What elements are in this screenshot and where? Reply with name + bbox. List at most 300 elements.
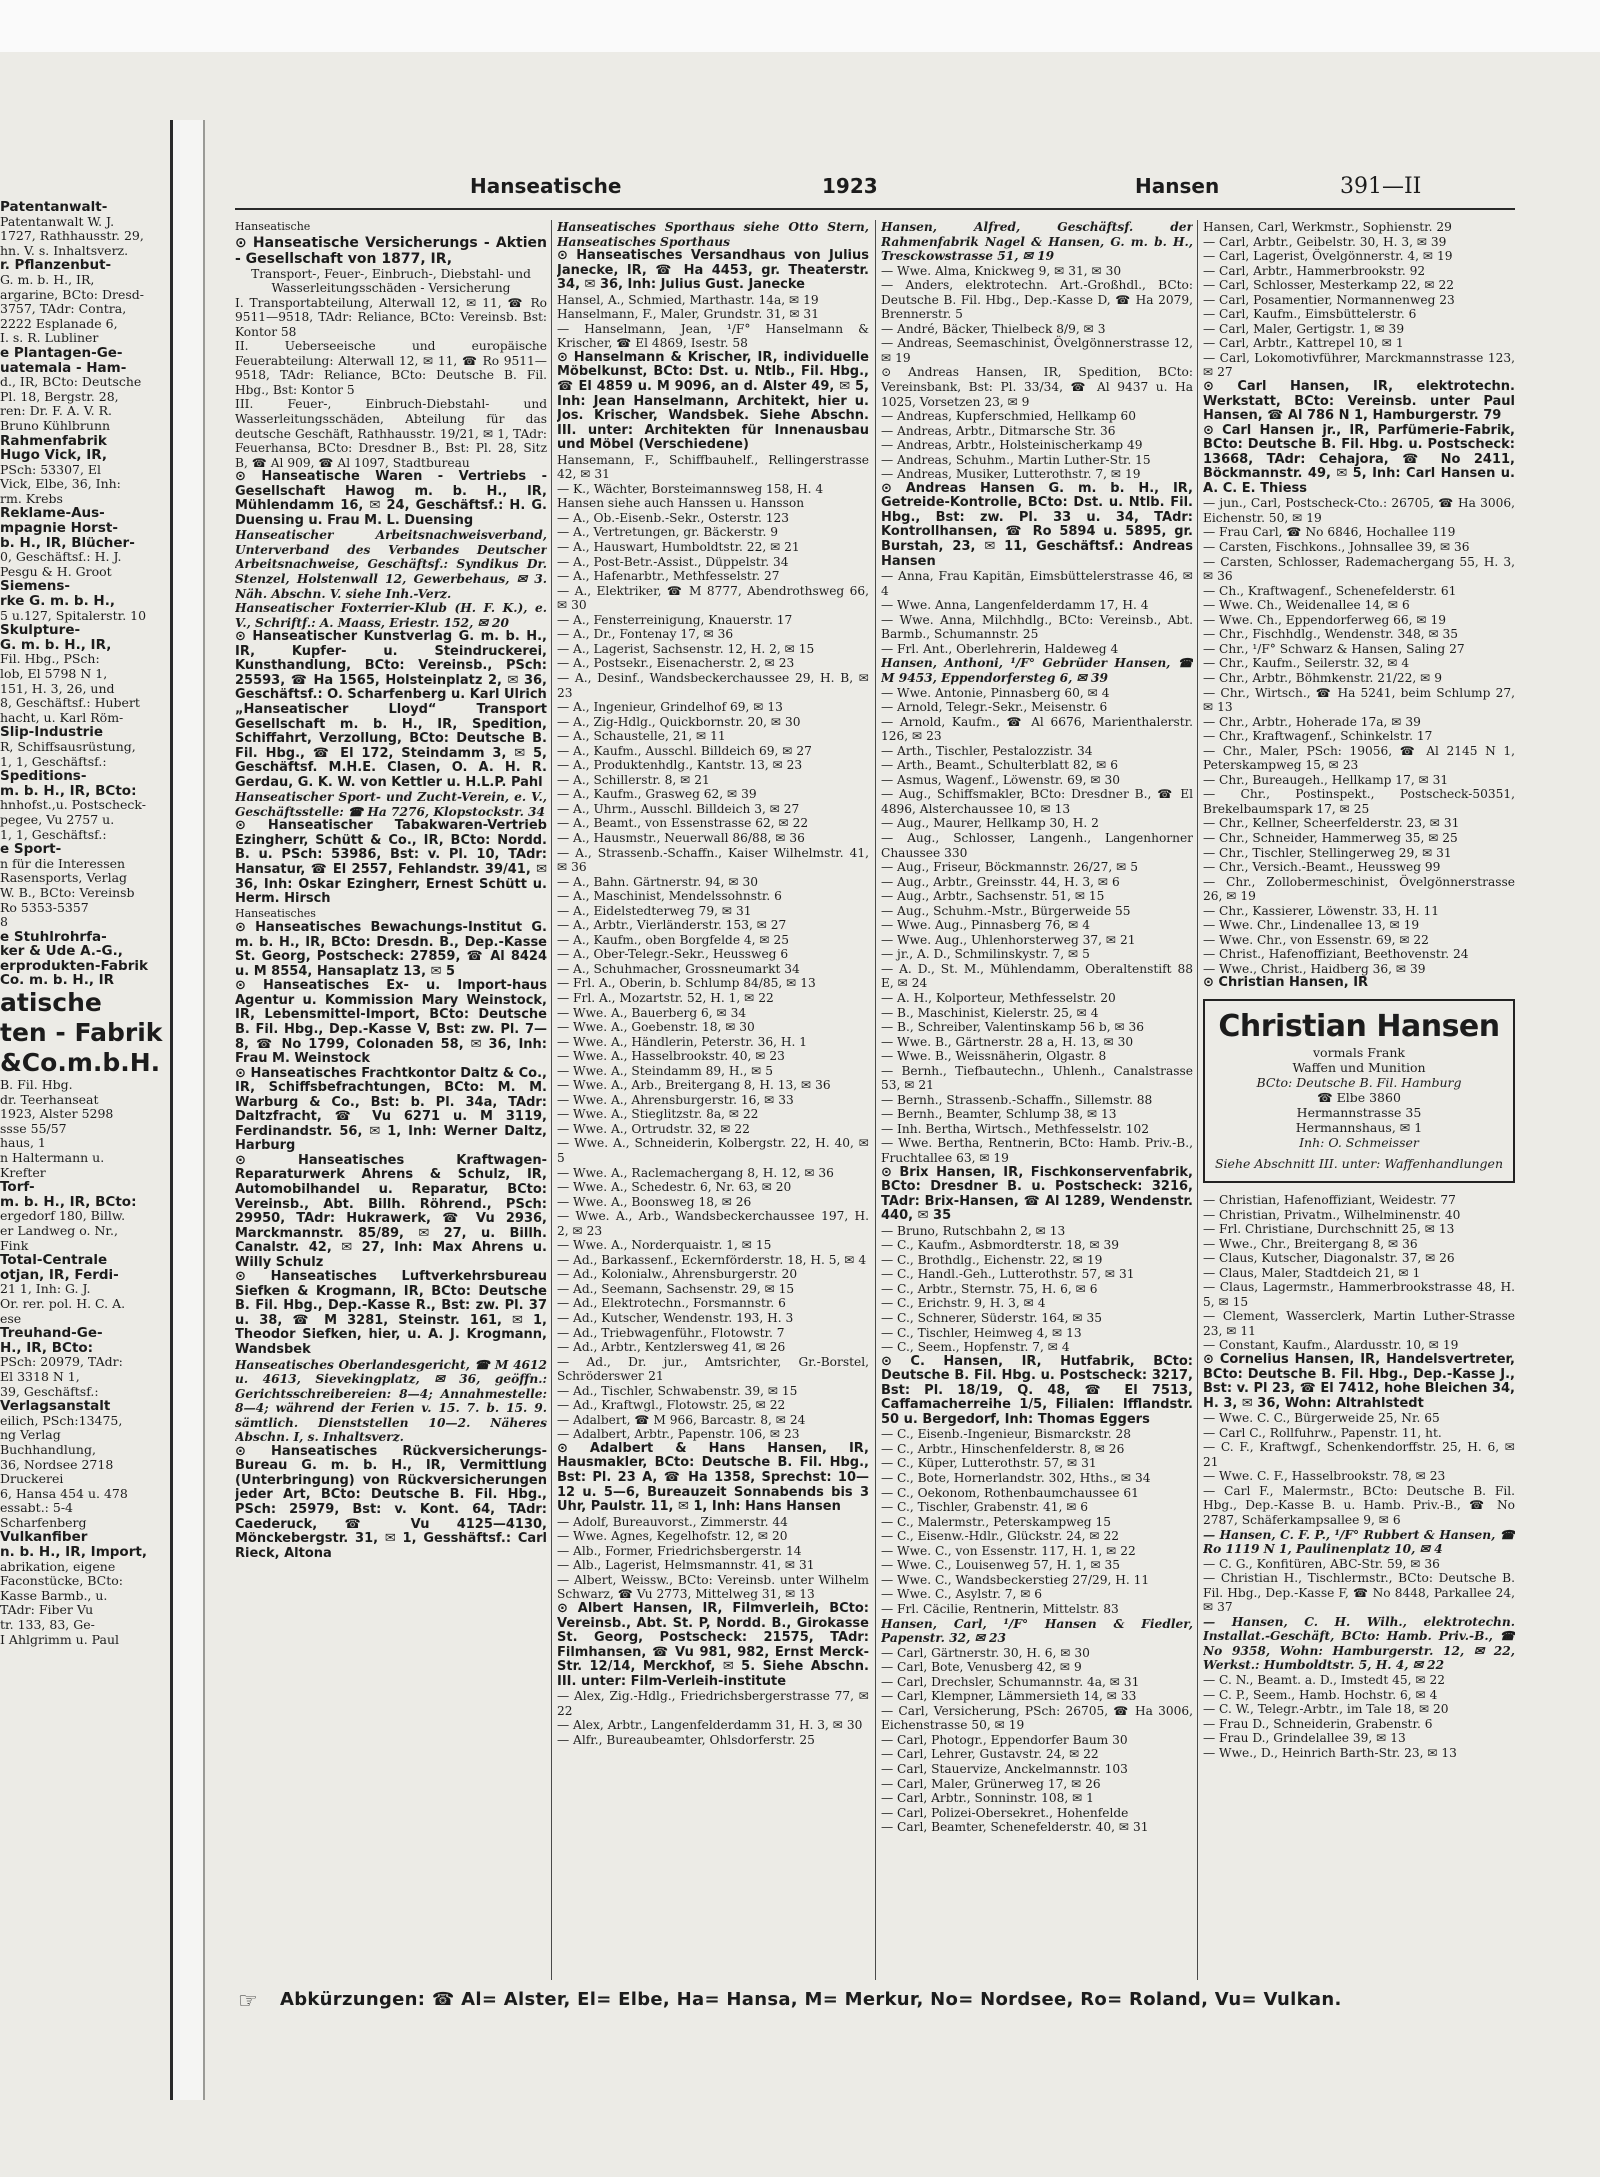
directory-entry: e Plantagen-Ge-	[0, 344, 123, 361]
directory-entry: — Hanselmann, Jean, ¹/F° Hanselmann & Krischer, ☎ El 4869, Isestr. 58	[557, 321, 869, 351]
directory-entry: Hanseatischer Sport- und Zucht-Verein, e. V., Geschäftsstelle: ☎ Ha 7276, Klopstockstr. 34	[235, 790, 547, 819]
directory-entry: — Wwe. Agnes, Kegelhofstr. 12, ✉ 20	[557, 1529, 788, 1544]
directory-entry: — Frau Carl, ☎ No 6846, Hochallee 119	[1203, 525, 1456, 540]
ad-line: vormals Frank	[1313, 1044, 1405, 1060]
directory-entry: — Wwe. A., Arb., Wandsbeckerchaussee 197, H. 2, ✉ 23	[557, 1209, 869, 1238]
directory-entry: 5 u.127, Spitalerstr. 10	[0, 607, 147, 623]
column-1	[235, 220, 547, 1980]
directory-entry: — André, Bäcker, Thielbeck 8/9, ✉ 3	[881, 321, 1106, 336]
directory-entry: — K., Wächter, Borsteimannsweg 158, H. 4	[557, 481, 824, 496]
directory-entry: Hansen, Alfred, Geschäftsf. der Rahmenfabrik Nagel & Hansen, G. m. b. H., Tresckowstrasse 51, ✉ 19	[881, 220, 1193, 264]
column-divider	[1197, 220, 1198, 1980]
scan-margin-top	[0, 0, 1600, 52]
directory-entry: Hansemann, F., Schiffbauhelf., Rellingerstrasse 42, ✉ 31	[557, 452, 869, 482]
directory-entry: Rahmenfabrik	[0, 432, 107, 449]
directory-entry: Pesgu & H. Groot	[0, 563, 112, 579]
directory-entry: — Wwe. A., Ortrudstr. 32, ✉ 22	[557, 1121, 750, 1136]
directory-entry: Vulkanfiber	[0, 1529, 88, 1546]
column-2	[557, 220, 869, 1980]
directory-entry: — Ad., Dr. jur., Amtsrichter, Gr.-Borstel, Schröderswег 21	[557, 1354, 869, 1384]
directory-entry: d., IR, BCto: Deutsche	[0, 374, 142, 390]
directory-entry: — Andreas, Schuhm., Martin Luther-Str. 15	[881, 452, 1151, 467]
directory-entry: — Wwe. Anna, Milchhdlg., BCto: Vereinsb., Abt. Barmb., Schumannstr. 25	[881, 612, 1193, 642]
directory-entry: ⊙ Cornelius Hansen, IR, Handelsvertreter, BCto: Deutsche B. Fil. Hbg., Dep.-Kasse J., Bst: v. Pl 23, ☎ El 7412, hohe Bleichen 34, H. 3, ✉ 36, Wohn: Altrahlstedt	[1203, 1352, 1515, 1411]
directory-entry: — Carl, Drechsler, Schumannstr. 4a, ✉ 31	[881, 1674, 1140, 1689]
directory-entry: — Wwe. Chr., von Essenstr. 69, ✉ 22	[1203, 932, 1429, 947]
directory-entry: — A., Elektriker, ☎ M 8777, Abendrothsweg 66, ✉ 30	[557, 583, 869, 613]
directory-entry: — Alfr., Bureaubeamter, Ohlsdorferstr. 25	[557, 1732, 815, 1747]
directory-entry: Hansen, Carl, ¹/F° Hansen & Fiedler, Papenstr. 32, ✉ 23	[881, 1616, 1193, 1646]
directory-entry: — C. P., Seem., Hamb. Hochstr. 6, ✉ 4	[1203, 1687, 1438, 1702]
directory-entry: — Frl. Cäcilie, Rentnerin, Mittelstr. 83	[881, 1601, 1119, 1616]
directory-entry: — A., Ober-Telegr.-Sekr., Heussweg 6	[557, 947, 789, 962]
directory-entry: ⊙ Hanseatische Versicherungs - Aktien - Gesellschaft von 1877, IR,	[235, 234, 547, 267]
column-divider	[875, 220, 876, 1980]
column-divider	[551, 220, 552, 1980]
directory-entry: ⊙ Hanseatisches Frachtkontor Daltz & Co., IR, Schiffsbefrachtungen, BCto: M. M. Warburg & Co., Bst: b. Pl. 34a, TAdr: Daltzfracht, ☎ Vu 6271 u. M 3119, Ferdinandstr. 56, ✉ 1, Inh: Werner Daltz, Harburg	[235, 1065, 547, 1154]
directory-entry: — Alex, Arbtr., Langenfelderdamm 31, H. 3, ✉ 30	[557, 1718, 863, 1733]
directory-entry: — Carl, Versicherung, PSch: 26705, ☎ Ha 3006, Eichenstrasse 50, ✉ 19	[881, 1703, 1193, 1733]
directory-entry: — Wwe. Aug., Pinnasberg 76, ✉ 4	[881, 918, 1090, 933]
directory-entry: — Albert, Weissw., BCto: Vereinsb. unter Wilhelm Schwarz, ☎ Vu 2773, Mittelweg 31, ✉ 13	[557, 1572, 869, 1602]
directory-entry: — Ad., Arbtr., Kentzlersweg 41, ✉ 26	[557, 1340, 786, 1355]
directory-entry: — Christ., Hafenoffiziant, Beethovenstr. 24	[1203, 947, 1469, 962]
directory-entry: Hanseatische	[235, 220, 311, 233]
directory-entry: m. b. H., IR, BCto:	[0, 1193, 137, 1210]
directory-entry: — Wwe. Ch., Weidenallee 14, ✉ 6	[1203, 598, 1410, 613]
directory-entry: H., IR, BCto:	[0, 1339, 94, 1356]
directory-entry: — Wwe., Chr., Breitergang 8, ✉ 36	[1203, 1236, 1418, 1251]
directory-entry: — Carl, Lehrer, Gustavstr. 24, ✉ 22	[881, 1747, 1099, 1762]
directory-entry: — Bernh., Tiefbautechn., Uhlenh., Canalstrasse 53, ✉ 21	[881, 1063, 1193, 1093]
directory-entry: — A., Kaufm., Ausschl. Billdeich 69, ✉ 27	[557, 743, 812, 758]
directory-entry: 151, H. 3, 26, und	[0, 680, 115, 696]
directory-entry: — Bernh., Beamter, Schlump 38, ✉ 13	[881, 1107, 1117, 1122]
directory-entry: Bruno Kühlbrunn	[0, 417, 111, 433]
directory-page	[210, 168, 1515, 2068]
directory-entry: Or. rer. pol. H. C. A.	[0, 1295, 126, 1311]
directory-entry: — Chr., Kraftwagenf., Schinkelstr. 17	[1203, 729, 1433, 744]
directory-entry: ⊙ C. Hansen, IR, Hutfabrik, BCto: Deutsche B. Fil. Hbg. u. Postscheck: 3217, Bst: Pl. 18/19, Q. 48, ☎ El 7513, Caffamacherreihe 1/5, Filialen: Ifflandstr. 50 u. Bergedorf, Inh: Thomas Eggers	[881, 1353, 1193, 1427]
directory-entry: — Andreas, Musiker, Lutterothstr. 7, ✉ 19	[881, 467, 1141, 482]
directory-entry: — Wwe. A., Steindamm 89, H., ✉ 5	[557, 1063, 774, 1078]
directory-entry: W. B., BCto: Vereinsb	[0, 884, 135, 900]
directory-entry: — A., Ob.-Eisenb.-Sekr., Osterstr. 123	[557, 510, 790, 525]
directory-entry: — A., Hauswart, Humboldtstr. 22, ✉ 21	[557, 540, 800, 555]
directory-entry: — Christian, Privatm., Wilhelminenstr. 40	[1203, 1207, 1461, 1222]
directory-entry: — Arnold, Telegr.-Sekr., Meisenstr. 6	[881, 700, 1108, 715]
directory-entry: Co. m. b. H., IR	[0, 972, 115, 989]
header-left-keyword: Hanseatische	[470, 174, 622, 198]
directory-entry: ssse 55/57	[0, 1120, 67, 1136]
directory-entry: er Landweg o. Nr.,	[0, 1223, 118, 1238]
directory-entry: — C., Arbtr., Sternstr. 75, H. 6, ✉ 6	[881, 1281, 1098, 1296]
directory-entry: — Wwe. A., Hasselbrookstr. 40, ✉ 23	[557, 1049, 785, 1064]
directory-entry: — C. F., Kraftwgf., Schenkendorffstr. 25, H. 6, ✉ 21	[1203, 1440, 1515, 1469]
directory-entry: — Andreas, Arbtr., Holsteinischerkamp 49	[881, 438, 1143, 453]
directory-entry: G. m. b. H., IR,	[0, 271, 95, 287]
directory-entry: — Carl, Gärtnerstr. 30, H. 6, ✉ 30	[881, 1645, 1090, 1660]
directory-entry: — C., Kaufm., Asbmordterstr. 18, ✉ 39	[881, 1238, 1120, 1253]
page-gutter	[170, 120, 205, 2100]
directory-entry: ⊙ Hanseatisches Kraftwagen-Reparaturwerk Ahrens & Schulz, IR, Automobilhandel u. Reparatur, BCto: Vereinsb., Abt. Billh. Röhrend., PSch: 29950, TAdr: Hukrawerk, ☎ Vu 2936, Marckmannstr. 85/89, ✉ 27, u. Billh. Canalstr. 42, ✉ 27, Inh: Max Ahrens u. Willy Schulz	[235, 1152, 547, 1270]
directory-entry: — Wwe. Chr., Lindenallee 13, ✉ 19	[1203, 918, 1420, 933]
directory-entry: — Chr., Arbtr., Hoherade 17a, ✉ 39	[1203, 714, 1421, 729]
directory-entry: — Andreas, Seemaschinist, Övelgönnerstrasse 12, ✉ 19	[881, 336, 1193, 365]
directory-entry: — A., Post-Betr.-Assist., Düppelstr. 34	[557, 554, 789, 569]
directory-entry: — Wwe. A., Schedestr. 6, Nr. 63, ✉ 20	[557, 1180, 792, 1195]
directory-entry: Fil. Hbg., PSch:	[0, 651, 100, 667]
directory-entry: haus, 1	[0, 1135, 46, 1151]
directory-entry: 8	[0, 914, 8, 930]
directory-entry: Hugo Vick, IR,	[0, 447, 107, 464]
directory-entry: — Wwe. A., Händlerin, Peterstr. 36, H. 1	[557, 1034, 807, 1049]
directory-entry: — C., Küper, Lutterothstr. 57, ✉ 31	[881, 1456, 1097, 1471]
directory-entry: II. Ueberseeische und europäische Feuerabteilung: Alterwall 12, ✉ 11, ☎ Ro 9511—9518, TAdr: Reliance, BCto: Deutsche B. Fil. Hbg., Bst: Kontor 5	[235, 339, 547, 397]
directory-entry: — Alex, Zig.-Hdlg., Friedrichsbergerstrasse 77, ✉ 22	[557, 1689, 869, 1718]
directory-entry: — Ad., Triebwagenführ., Flotowstr. 7	[557, 1325, 785, 1340]
directory-entry: Patentanwalt-	[0, 200, 108, 215]
directory-entry: ⊙ Hanseatisches Ex- u. Import-haus Agentur u. Kommission Mary Weinstock, IR, Lebensmittel-Import, BCto: Deutsche B. Fil. Hbg., Dep.-Kasse V, Bst: zw. Pl. 7—8, ☎ No 1799, Colonaden 58, ✉ 36, Inh: Frau M. Weinstock	[235, 978, 547, 1067]
abbreviations-text: Abkürzungen: ☎ Al= Alster, El= Elbe, Ha= Hansa, M= Merkur, No= Nordsee, Ro= Roland, Vu= Vulkan.	[280, 1989, 1342, 2010]
directory-entry: — C. G., Konfitüren, ABC-Str. 59, ✉ 36	[1203, 1556, 1440, 1571]
directory-entry: — Wwe. C., Asylstr. 7, ✉ 6	[881, 1587, 1043, 1602]
directory-entry: „Hanseatischer Lloyd“ Transport Gesellschaft m. b. H., IR, Spedition, Schiffahrt, Verzollung, BCto: Deutsche B. Fil. Hbg., ☎ El 172, Steindamm 3, ✉ 5, Geschäftsf. M.H.E. Clasen, O. A. H. R. Gerdau, G. K. W. von Kettler u. H.L.P. Pahl	[235, 701, 547, 790]
directory-entry: — A., Arbtr., Vierländerstr. 153, ✉ 27	[557, 918, 787, 933]
directory-entry: — Arnold, Kaufm., ☎ Al 6676, Marienthalerstr. 126, ✉ 23	[881, 714, 1193, 744]
header-rule	[235, 208, 1515, 210]
directory-entry: — Constant, Kaufm., Alardusstr. 10, ✉ 19	[1203, 1338, 1459, 1353]
column-4	[1203, 220, 1515, 1980]
directory-entry: — Hansen, C. F. P., ¹/F° Rubbert & Hansen, ☎ Ro 1119 N 1, Paulinenplatz 10, ✉ 4	[1203, 1527, 1515, 1557]
directory-entry: — Adalbert, ☎ M 966, Barcastr. 8, ✉ 24	[557, 1412, 806, 1427]
directory-entry: — C., Eisenw.-Hdlr., Glückstr. 24, ✉ 22	[881, 1529, 1120, 1544]
directory-entry: — A., Kaufm., Grasweg 62, ✉ 39	[557, 787, 757, 802]
directory-entry: Krefter	[0, 1164, 46, 1180]
directory-entry: — Ad., Elektrotechn., Forsmannstr. 6	[557, 1296, 786, 1311]
directory-entry: — A. H., Kolporteur, Methfesselstr. 20	[881, 990, 1116, 1005]
directory-entry: — Anders, elektrotechn. Art.-Großhdl., BCto: Deutsche B. Fil. Hbg., Dep.-Kasse D, ☎ Ha 2079, Brennerstr. 5	[881, 278, 1193, 322]
directory-entry: — Ad., Tischler, Schwabenstr. 39, ✉ 15	[557, 1383, 798, 1398]
ad-line: Hermannshaus, ✉ 1	[1295, 1119, 1423, 1135]
directory-entry: — C., Bote, Hornerlandstr. 302, Hths., ✉ 34	[881, 1471, 1151, 1486]
directory-entry: PSch: 20979, TAdr:	[0, 1354, 123, 1370]
directory-entry: — Aug., Friseur, Böckmannstr. 26/27, ✉ 5	[881, 860, 1138, 875]
directory-entry: III. Feuer-, Einbruch-Diebstahl- und Wasserleitungsschäden, Abteilung für das deutsche Geschäft, Rathhausstr. 19/21, ✉ 1, TAdr: Feuerhansa, BCto: Dresdner B., Bst: Pl. 28, Sitz B, ☎ Al 909, ☎ Al 1097, Stadtbureau	[235, 397, 547, 470]
directory-entry: — Wwe. A., Stieglitzstr. 8a, ✉ 22	[557, 1107, 759, 1122]
directory-entry: — A. D., St. M., Mühlendamm, Oberaltenstift 88 E, ✉ 24	[881, 961, 1193, 991]
directory-entry: ⊙ Andreas Hansen G. m. b. H., IR, Getreide-Kontrolle, BCto: Dst. u. Ntlb. Fil. Hbg., Bst: zw. Pl. 33 u. 34, TAdr: Kontrollhansen, ☎ Ro 5894 u. 5895, gr. Burstah, 23, ✉ 11, Geschäftsf.: Andreas Hansen	[881, 480, 1193, 569]
directory-entry: ⊙ Carl Hansen jr., IR, Parfümerie-Fabrik, BCto: Deutsche B. Fil. Hbg. u. Postscheck: 13668, TAdr: Cehajora, ☎ No 2411, Böckmannstr. 49, ✉ 5, Inh: Carl Hansen u. A. C. E. Thiess	[1203, 422, 1515, 496]
directory-entry: Kasse Barmb., u.	[0, 1587, 108, 1603]
directory-entry: mpagnie Horst-	[0, 520, 118, 537]
directory-entry: TAdr: Fiber Vu	[0, 1602, 94, 1618]
directory-entry: — A., Hafenarbtr., Methfesselstr. 27	[557, 569, 780, 584]
header-page-number: 391—II	[1340, 174, 1422, 199]
directory-entry: — Wwe., Christ., Haidberg 36, ✉ 39	[1203, 961, 1426, 976]
directory-entry: — Christian, Hafenoffiziant, Weidestr. 77	[1203, 1192, 1456, 1207]
directory-entry: 36, Nordsee 2718	[0, 1456, 114, 1472]
directory-entry: — A., Beamt., von Essenstrasse 62, ✉ 22	[557, 816, 809, 831]
directory-entry: Verlagsanstalt	[0, 1398, 111, 1415]
directory-entry: — Claus, Lagermstr., Hammerbrookstrasse 48, H. 5, ✉ 15	[1203, 1280, 1515, 1309]
directory-entry: — Clement, Wasserclerk, Martin Luther-Strasse 23, ✉ 11	[1203, 1309, 1515, 1338]
directory-entry: — Carl, Maler, Grünerweg 17, ✉ 26	[881, 1776, 1101, 1791]
directory-entry: — Chr., Kaufm., Seilerstr. 32, ✉ 4	[1203, 656, 1410, 671]
directory-entry: uatemala - Ham-	[0, 359, 127, 376]
directory-entry: 1, 1, Geschäftsf.:	[0, 753, 107, 769]
directory-entry: dr. Teerhanseat	[0, 1091, 99, 1107]
directory-entry: — Chr., Wirtsch., ☎ Ha 5241, beim Schlump 27, ✉ 13	[1203, 685, 1515, 715]
directory-entry: 2222 Esplanade 6,	[0, 315, 118, 331]
directory-entry: rke G. m. b. H.,	[0, 593, 115, 610]
directory-entry: ergedorf 180, Billw.	[0, 1208, 126, 1224]
directory-entry: Patentanwalt W. J.	[0, 213, 115, 229]
directory-entry: — Ad., Kolonialw., Ahrensburgerstr. 20	[557, 1267, 798, 1282]
directory-entry: argarine, BCto: Dresd-	[0, 286, 145, 302]
directory-entry: — Alb., Lagerist, Helmsmannstr. 41, ✉ 31	[557, 1558, 815, 1573]
directory-entry: — Wwe. A., Goebenstr. 18, ✉ 30	[557, 1020, 755, 1035]
directory-entry: ⊙ Hanseatischer Kunstverlag G. m. b. H., IR, Kupfer- u. Steindruckerei, Kunsthandlung, BCto: Vereinsb., PSch: 25593, ☎ Ha 1565, Holsteinplatz 2, ✉ 36, Geschäftsf.: O. Scharfenberg u. Karl Ulrich	[235, 629, 547, 703]
directory-entry: — Carl, Arbtr., Kattrepel 10, ✉ 1	[1203, 336, 1404, 351]
directory-entry: — Bernh., Strassenb.-Schaffn., Sillemstr. 88	[881, 1092, 1153, 1107]
ad-note: Siehe Abschnitt III. unter: Waffenhandlungen	[1214, 1155, 1503, 1171]
directory-entry: — A., Uhrm., Ausschl. Billdeich 3, ✉ 27	[557, 801, 800, 816]
directory-entry: — Hansen, C. H. Wilh., elektrotechn. Installat.-Geschäft, BCto: Hamb. Priv.-B., ☎ No 9358, Wohn: Hamburgerstr. 12, ✉ 22, Werkst.: Humboldtstr. 5, H. 4, ✉ 22	[1203, 1614, 1515, 1673]
directory-entry: 0, Geschäftsf.: H. J.	[0, 549, 122, 565]
directory-entry: — Carl F., Malermstr., BCto: Deutsche B. Fil. Hbg., Dep.-Kasse B. u. Hamb. Priv.-B., ☎ No 2787, Schäferkampsallee 9, ✉ 6	[1203, 1483, 1515, 1528]
directory-entry: atische	[0, 988, 102, 1018]
directory-entry: — Wwe. A., Norderquaistr. 1, ✉ 15	[557, 1238, 772, 1253]
ad-line: ☎ Elbe 3860	[1317, 1089, 1401, 1105]
directory-entry: m. b. H., IR, BCto:	[0, 782, 137, 799]
directory-entry: Hanseatisches	[235, 906, 316, 920]
directory-entry: — Andreas, Kupferschmied, Hellkamp 60	[881, 409, 1137, 424]
directory-entry: — Carl, Arbtr., Geibelstr. 30, H. 3, ✉ 39	[1203, 234, 1447, 249]
directory-entry: — A., Fensterreinigung, Knauerstr. 17	[557, 612, 793, 627]
directory-entry: Hanseatisches Sporthaus siehe Otto Stern, Hanseatisches Sporthaus	[557, 220, 869, 249]
directory-entry: — B., Maschinist, Kielerstr. 25, ✉ 4	[881, 1005, 1099, 1020]
previous-page-fragment	[0, 200, 168, 2100]
directory-entry: ren: Dr. F. A. V. R.	[0, 403, 112, 419]
directory-entry: — Frl. Ant., Oberlehrerin, Haldeweg 4	[881, 641, 1119, 656]
directory-entry: Hansen, Carl, Werkmstr., Sophienstr. 29	[1203, 220, 1452, 234]
directory-entry: G. m. b. H., IR,	[0, 636, 112, 653]
directory-entry: — Frl. A., Mozartstr. 52, H. 1, ✉ 22	[557, 990, 774, 1005]
directory-entry: Hansen, Anthoni, ¹/F° Gebrüder Hansen, ☎ M 9453, Eppendorfersteg 6, ✉ 39	[881, 656, 1193, 685]
directory-entry: Torf-	[0, 1179, 35, 1196]
directory-entry: Hanseatisches Oberlandesgericht, ☎ M 4612 u. 4613, Sievekingplatz, ✉ 36, geöffn.: Gerichtsschreibereien: 8—4; Annahmestelle: 8—4; während der Ferien v. 15. 7. b. 15. 9. sämtlich. Dienststellen 10—2. Näheres Abschn. I, s. Inhaltsverz.	[235, 1357, 547, 1445]
directory-entry: — C., Schnerer, Süderstr. 164, ✉ 35	[881, 1311, 1102, 1326]
directory-entry: ese	[0, 1310, 22, 1326]
directory-entry: Vick, Elbe, 36, Inh:	[0, 476, 121, 492]
directory-entry: — A., Ingenieur, Grindelhof 69, ✉ 13	[557, 700, 783, 715]
directory-entry: ng Verlag	[0, 1427, 61, 1443]
directory-entry: Hanseatischer Foxterrier-Klub (H. F. K.), e. V., Schriftf.: A. Maass, Eriestr. 152, ✉ 20	[235, 601, 547, 630]
directory-entry: — A., Desinf., Wandsbeckerchaussee 29, H. B, ✉ 23	[557, 670, 869, 700]
abbreviations-footer	[210, 1987, 1510, 2017]
directory-entry: — Bruno, Rutschbahn 2, ✉ 13	[881, 1223, 1066, 1238]
directory-entry: — Wwe. A., Arb., Breitergang 8, H. 13, ✉ 36	[557, 1078, 831, 1093]
directory-entry: rm. Krebs	[0, 490, 63, 506]
directory-entry: — C., Handl.-Geh., Lutterothstr. 57, ✉ 31	[881, 1267, 1135, 1282]
directory-entry: — C., Brothdlg., Eichenstr. 22, ✉ 19	[881, 1252, 1103, 1267]
directory-entry: tr. 133, 83, Ge-	[0, 1617, 95, 1633]
directory-entry: — A., Zig-Hdlg., Quickbornstr. 20, ✉ 30	[557, 714, 801, 729]
directory-entry: ⊙ Hanseatische Waren - Vertriebs - Gesellschaft Hawog m. b. H., IR, Mühlendamm 16, ✉ 24, Geschäftsf.: H. G. Duensing u. Frau M. L. Duensing	[235, 469, 547, 528]
directory-entry: — Wwe. B., Gärtnerstr. 28 a, H. 13, ✉ 30	[881, 1034, 1134, 1049]
directory-entry: — Aug., Schuhm.-Mstr., Bürgerweide 55	[881, 903, 1131, 918]
directory-entry: PSch: 53307, El	[0, 461, 102, 477]
directory-entry: ⊙ Albert Hansen, IR, Filmverleih, BCto: Vereinsb., Abt. St. P, Nordd. B., Girokasse St. Georg, Postscheck: 21575, TAdr: Filmhansen, ☎ Vu 981, 982, Ernst Merck-Str. 12/14, Merckhof, ✉ 5. Siehe Abschn. III. unter: Film-Verleih-institute	[557, 1600, 869, 1689]
directory-entry: 1923, Alster 5298	[0, 1106, 114, 1122]
directory-entry: — Chr., Schneider, Hammerweg 35, ✉ 25	[1203, 830, 1458, 845]
directory-entry: — A., Postsekr., Eisenacherstr. 2, ✉ 23	[557, 656, 795, 671]
directory-entry: — Inh. Bertha, Wirtsch., Methfesselstr. 102	[881, 1121, 1149, 1136]
directory-entry: — Wwe. C. F., Hasselbrookstr. 78, ✉ 23	[1203, 1469, 1446, 1484]
directory-entry: ker & Ude A.-G.,	[0, 943, 123, 960]
directory-entry: — Chr., Bureaugeh., Hellkamp 17, ✉ 31	[1203, 772, 1449, 787]
directory-entry: — Wwe. Aug., Uhlenhorsterweg 37, ✉ 21	[881, 932, 1136, 947]
directory-entry: — Chr., Arbtr., Böhmkenstr. 21/22, ✉ 9	[1203, 670, 1443, 685]
directory-entry: — Carl, Kaufm., Eimsbüttelerstr. 6	[1203, 307, 1417, 322]
directory-entry: Druckerei	[0, 1471, 64, 1487]
directory-entry: — Aug., Arbtr., Greinsstr. 44, H. 3, ✉ 6	[881, 874, 1120, 889]
directory-entry: ⊙ Hanseatisches Versandhaus von Julius Janecke, IR, ☎ Ha 4453, gr. Theaterstr. 34, ✉ 36, Inh: Julius Gust. Janecke	[557, 248, 869, 293]
directory-entry: erprodukten-Fabrik	[0, 957, 148, 974]
directory-entry: Slip-Industrie	[0, 724, 104, 741]
directory-entry: — Wwe. B., Weissnäherin, Olgastr. 8	[881, 1049, 1107, 1064]
directory-entry: — Carl, Photogr., Eppendorfer Baum 30	[881, 1732, 1128, 1747]
directory-entry: ⊙ Hanseatisches Bewachungs-Institut G. m. b. H., IR, BCto: Dresdn. B., Dep.-Kasse St. Georg, Postscheck: 27859, ☎ Al 8424 u. M 8554, Hansaplatz 13, ✉ 5	[235, 920, 547, 979]
ad-line: Waffen und Munition	[1292, 1059, 1426, 1075]
directory-entry: — A., Produktenhdlg., Kantstr. 13, ✉ 23	[557, 758, 803, 773]
directory-entry: — Carsten, Schlosser, Rademachergang 55, H. 3, ✉ 36	[1203, 554, 1515, 584]
directory-entry: — A., Eidelstedterweg 79, ✉ 31	[557, 903, 752, 918]
directory-entry: — Frl. A., Oberin, b. Schlump 84/85, ✉ 13	[557, 976, 816, 991]
directory-entry: — C., Arbtr., Hinschenfelderstr. 8, ✉ 26	[881, 1441, 1125, 1456]
directory-entry: ⊙ Carl Hansen, IR, elektrotechn. Werkstatt, BCto: Vereinsb. unter Paul Hansen, ☎ Al 786 N 1, Hamburgerstr. 79	[1203, 379, 1515, 424]
directory-entry: — Christian H., Tischlermstr., BCto: Deutsche B. Fil. Hbg., Dep.-Kasse F, ☎ No 8448, Parkallee 24, ✉ 37	[1203, 1571, 1515, 1615]
directory-entry: pegee, Vu 2757 u.	[0, 811, 115, 827]
directory-entry: Hansen siehe auch Hanssen u. Hansson	[557, 496, 805, 511]
directory-entry: — Wwe., D., Heinrich Barth-Str. 23, ✉ 13	[1203, 1745, 1457, 1760]
directory-entry: — A., Lagerist, Sachsenstr. 12, H. 2, ✉ 15	[557, 641, 815, 656]
directory-entry: Siemens-	[0, 578, 70, 595]
directory-entry: Pl. 18, Bergstr. 28,	[0, 388, 119, 404]
directory-entry: — Chr., ¹/F° Schwarz & Hansen, Saling 27	[1203, 641, 1465, 656]
directory-entry: 21 1, Inh: G. J.	[0, 1281, 91, 1297]
ad-line: Inh: O. Schmeisser	[1299, 1134, 1419, 1150]
directory-entry: — Carsten, Fischkons., Johnsallee 39, ✉ 36	[1203, 540, 1470, 555]
directory-entry: ⊙ Hanseatischer Tabakwaren-Vertrieb Ezingherr, Schütt & Co., IR, BCto: Nordd. B. u. PSch: 53986, Bst: v. Pl. 10, TAdr: Hansatur, ☎ El 2557, Fehlandstr. 39/41, ✉ 36, Inh: Oskar Ezingherr, Ernest Schütt u. Herm. Hirsch	[235, 818, 547, 907]
directory-entry: — C., Tischler, Grabenstr. 41, ✉ 6	[881, 1500, 1089, 1515]
header-year: 1923	[822, 174, 878, 198]
directory-entry: — Wwe. Anna, Langenfelderdamm 17, H. 4	[881, 598, 1149, 613]
directory-entry: — Carl, Bote, Venusberg 42, ✉ 9	[881, 1660, 1082, 1675]
directory-entry: — Aug., Schlosser, Langenh., Langenhorner Chaussee 330	[881, 830, 1193, 860]
directory-entry: Skulpture-	[0, 622, 81, 639]
directory-entry: ⊙ Hanselmann & Krischer, IR, individuelle Möbelkunst, BCto: Dst. u. Ntlb., Fil. Hbg., ☎ El 4859 u. M 9096, an d. Alster 49, ✉ 5, Inh: Jean Hanselmann, Architekt, hier u. Jos. Krischer, Wandsbek. Siehe Abschn. III. unter: Architekten für Innenausbau und Möbel (Verschiedene)	[557, 349, 869, 453]
directory-entry: ⊙ Andreas Hansen, IR, Spedition, BCto: Vereinsbank, Bst: Pl. 33/34, ☎ Al 9437 u. Ha 1025, Vorsetzen 23, ✉ 9	[881, 365, 1193, 409]
directory-entry: — Chr., Postinspekt., Postscheck-50351, Brekelbaumspark 17, ✉ 25	[1203, 787, 1515, 816]
directory-entry: — Ad., Seemann, Sachsenstr. 29, ✉ 15	[557, 1281, 795, 1296]
directory-entry: — C. W., Telegr.-Arbtr., im Tale 18, ✉ 20	[1203, 1702, 1449, 1717]
directory-entry: — Ad., Kutscher, Wendenstr. 193, H. 3	[557, 1311, 794, 1326]
directory-entry: — Frl. Christiane, Durchschnitt 25, ✉ 13	[1203, 1222, 1455, 1237]
directory-entry: — Chr., Kellner, Scheerfelderstr. 23, ✉ 31	[1203, 816, 1460, 831]
directory-entry: — Carl, Maler, Gertigstr. 1, ✉ 39	[1203, 321, 1405, 336]
directory-entry: ⊙ Hanseatisches Luftverkehrsbureau Siefken & Krogmann, IR, BCto: Deutsche B. Fil. Hbg., Dep.-Kasse R., Bst: zw. Pl. 37 u. 38, ☎ M 3281, Steinstr. 161, ✉ 1, Theodor Siefken, hier, u. A. J. Krogmann, Wandsbek	[235, 1269, 547, 1358]
directory-entry: — C., Eisenb.-Ingenieur, Bismarckstr. 28	[881, 1427, 1132, 1442]
directory-entry: Speditions-	[0, 768, 87, 785]
directory-entry: — Aug., Maurer, Hellkamp 30, H. 2	[881, 816, 1099, 831]
directory-entry: — Frau D., Grindelallee 39, ✉ 13	[1203, 1731, 1406, 1746]
directory-entry: b. H., IR, Blücher-	[0, 534, 135, 551]
directory-entry: — Carl, Posamentier, Normannenweg 23	[1203, 292, 1455, 307]
directory-entry: Fink	[0, 1237, 29, 1253]
directory-entry: — A., Schaustelle, 21, ✉ 11	[557, 729, 726, 744]
directory-entry: Hansel, A., Schmied, Marthastr. 14a, ✉ 19	[557, 292, 819, 307]
directory-entry: ⊙ Brix Hansen, IR, Fischkonservenfabrik, BCto: Dresdner B. u. Postscheck: 3216, TAdr: Brix-Hansen, ☎ Al 1289, Wendenstr. 440, ✉ 35	[881, 1164, 1193, 1224]
directory-entry: — C., Erichstr. 9, H. 3, ✉ 4	[881, 1296, 1046, 1311]
directory-entry: eilich, PSch:13475,	[0, 1412, 123, 1428]
directory-entry: — Aug., Schiffsmakler, BCto: Dresdner B., ☎ El 4896, Alsterchaussee 10, ✉ 13	[881, 787, 1193, 816]
directory-entry: 3757, TAdr: Contra,	[0, 301, 127, 317]
directory-entry: — Wwe. Antonie, Pinnasberg 60, ✉ 4	[881, 685, 1110, 700]
directory-entry: — A., Bahn. Gärtnerstr. 94, ✉ 30	[557, 874, 759, 889]
directory-entry: — A., Maschinist, Mendelssohnstr. 6	[557, 889, 782, 904]
directory-entry: Buchhandlung,	[0, 1441, 96, 1457]
directory-entry: — B., Schreiber, Valentinskamp 56 b, ✉ 36	[881, 1020, 1145, 1035]
directory-entry: — Wwe. A., Boonsweg 18, ✉ 26	[557, 1194, 752, 1209]
directory-entry: Hanseatischer Arbeitsnachweisverband, Unterverband des Verbandes Deutscher Arbeitsnachweise, Geschäftsf.: Syndikus Dr. Stenzel, Holstenwall 12, Gewerbehaus, ✉ 3. Näh. Abschn. V. siehe Inh.-Verz.	[235, 528, 547, 601]
directory-entry: — Ad., Kraftwgl., Flotowstr. 25, ✉ 22	[557, 1398, 786, 1413]
directory-entry: — A., Hausmstr., Neuerwall 86/88, ✉ 36	[557, 830, 805, 845]
directory-entry: Ro 5353-5357	[0, 899, 89, 915]
directory-entry: — Claus, Kutscher, Diagonalstr. 37, ✉ 26	[1203, 1251, 1455, 1266]
directory-entry: — Claus, Maler, Stadtdeich 21, ✉ 1	[1203, 1265, 1421, 1280]
directory-entry: — Wwe. Bertha, Rentnerin, BCto: Hamb. Priv.-B., Fruchtallee 63, ✉ 19	[881, 1136, 1193, 1165]
directory-entry: 1727, Rathhausstr. 29,	[0, 228, 144, 244]
directory-entry: n. b. H., IR, Import,	[0, 1544, 147, 1561]
directory-entry: — Wwe. A., Raclemachergang 8, H. 12, ✉ 36	[557, 1165, 834, 1180]
directory-entry: — C., Tischler, Heimweg 4, ✉ 13	[881, 1325, 1082, 1340]
directory-entry: — C., Oekonom, Rothenbaumchaussee 61	[881, 1485, 1139, 1500]
directory-entry: — Chr., Tischler, Stellingerweg 29, ✉ 31	[1203, 845, 1452, 860]
directory-entry: — Ad., Barkassenf., Eckernförderstr. 18, H. 5, ✉ 4	[557, 1252, 867, 1267]
directory-entry: — Chr., Zollobermeschinist, Övelgönnerstrasse 26, ✉ 19	[1203, 874, 1515, 904]
directory-entry: lob, El 5798 N 1,	[0, 666, 108, 681]
directory-entry: — Wwe. C. C., Bürgerweide 25, Nr. 65	[1203, 1411, 1440, 1426]
directory-entry: — Wwe. A., Ahrensburgerstr. 16, ✉ 33	[557, 1092, 794, 1107]
directory-entry: Faconstücke, BCto:	[0, 1573, 124, 1589]
advertisement-box	[1203, 999, 1515, 1183]
directory-entry: — Wwe. A., Bauerberg 6, ✉ 34	[557, 1005, 747, 1020]
directory-entry: — Wwe. C., Louisenweg 57, H. 1, ✉ 35	[881, 1558, 1121, 1573]
directory-entry: — Carl, Beamter, Schenefelderstr. 40, ✉ 31	[881, 1820, 1149, 1835]
ad-line: BCto: Deutsche B. Fil. Hamburg	[1256, 1074, 1462, 1090]
directory-entry: — A., Schillerstr. 8, ✉ 21	[557, 772, 710, 787]
directory-entry: ⊙ Hanseatisches Rückversicherungs-Bureau G. m. b. H., IR, Vermittlung (Unterbringung) von Rückversicherungen jeder Art, BCto: Deutsche B. Fil. Hbg., PSch: 25979, Bst: v. Kont. 64, TAdr: Caederuck, ☎ Vu 4125—4130, Mönckebergstr. 31, ✉ 1, Gesshäftsf.: Carl Rieck, Altona	[235, 1443, 547, 1561]
directory-entry: — Arth., Beamt., Schulterblatt 82, ✉ 6	[881, 758, 1119, 773]
directory-entry: I. s. R. Lubliner	[0, 330, 99, 346]
directory-entry: — Arth., Tischler, Pestalozzistr. 34	[881, 743, 1093, 758]
directory-entry: Hanselmann, F., Maler, Grundstr. 31, ✉ 31	[557, 307, 819, 322]
directory-entry: — Aug., Arbtr., Sachsenstr. 51, ✉ 15	[881, 889, 1105, 904]
directory-entry: — Chr., Fischhdlg., Wendenstr. 348, ✉ 35	[1203, 627, 1459, 642]
directory-entry: 39, Geschäftsf.:	[0, 1383, 99, 1399]
